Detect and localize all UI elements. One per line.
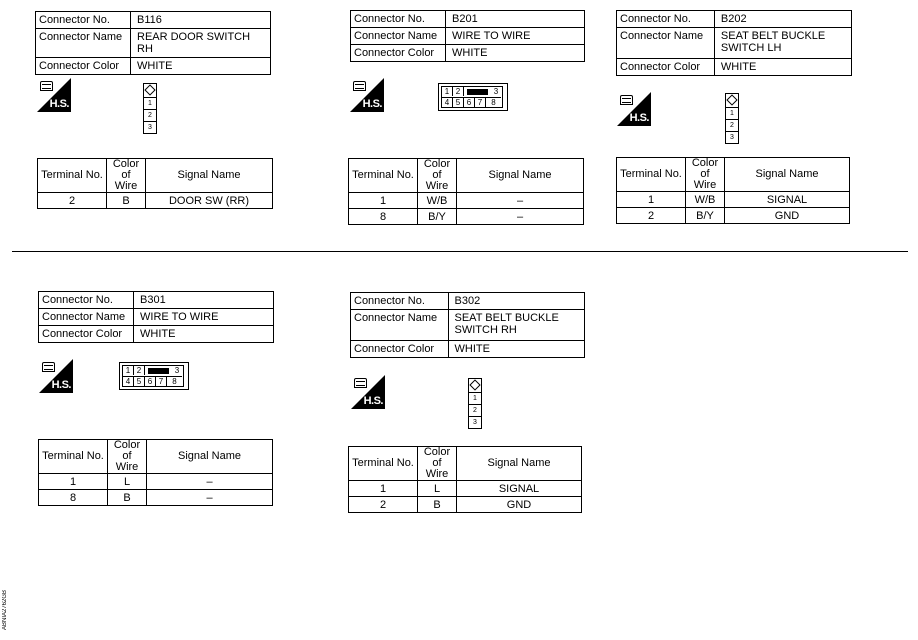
pin: 1: [123, 366, 134, 375]
connector-no: B302: [448, 293, 585, 310]
signal: DOOR SW (RR): [146, 193, 273, 209]
wire: L: [108, 474, 147, 490]
connector-b116: [35, 11, 271, 75]
label-connector-name: Connector Name: [351, 310, 449, 341]
header-terminal-no: Terminal No.: [349, 159, 418, 193]
pin: 4: [123, 376, 134, 386]
harness-side-icon: H.S.: [37, 78, 71, 112]
connector-color: WHITE: [446, 45, 585, 62]
connector-b302: [350, 292, 585, 358]
connector-no: B116: [131, 12, 271, 29]
connector-face-3pin: [725, 93, 739, 144]
wire: L: [418, 481, 457, 497]
signal-table-b301: [38, 439, 273, 506]
header-color-of-wire: Color of Wire: [686, 158, 725, 192]
connector-info-table: [350, 292, 585, 358]
key-icon: [144, 84, 156, 97]
header-signal-name: Signal Name: [147, 440, 273, 474]
signal: –: [147, 490, 273, 506]
pin: 2: [144, 109, 156, 121]
pin: 2: [469, 404, 481, 416]
label-connector-no: Connector No.: [39, 292, 134, 309]
pin: 1: [726, 107, 738, 119]
wire: B: [418, 497, 457, 513]
lock-icon: [148, 368, 169, 374]
pin: 8: [167, 376, 182, 386]
label-connector-color: Connector Color: [39, 326, 134, 343]
connector-info-table: [38, 291, 274, 343]
key-icon: [726, 94, 738, 107]
pin: 6: [464, 97, 475, 107]
signal: –: [147, 474, 273, 490]
connector-b201: [350, 10, 585, 62]
figure-code: ABNIA2762GB: [2, 589, 8, 630]
wire: W/B: [686, 192, 725, 208]
connector-no: B202: [714, 11, 851, 28]
header-terminal-no: Terminal No.: [38, 159, 107, 193]
pin: 3: [174, 366, 180, 375]
connector-name: SEAT BELT BUCKLE SWITCH LH: [714, 28, 851, 59]
pin: 5: [453, 97, 464, 107]
pin: 7: [156, 376, 167, 386]
signal: –: [457, 209, 584, 225]
signal-table-b202: [616, 157, 850, 224]
signal-table-b116: [37, 158, 273, 209]
pin: 3: [493, 87, 499, 96]
signal: SIGNAL: [457, 481, 582, 497]
terminal: 2: [38, 193, 107, 209]
wire: B: [108, 490, 147, 506]
pin: 2: [726, 119, 738, 131]
connector-color: WHITE: [714, 59, 851, 76]
pin: 3: [144, 121, 156, 133]
label-connector-no: Connector No.: [617, 11, 715, 28]
connector-color: WHITE: [131, 58, 271, 75]
pin: 1: [144, 97, 156, 109]
connector-b301: [38, 291, 274, 343]
connector-info-table: [350, 10, 585, 62]
pin: 1: [469, 392, 481, 404]
header-color-of-wire: Color of Wire: [418, 159, 457, 193]
connector-no: B301: [134, 292, 274, 309]
wire: W/B: [418, 193, 457, 209]
header-color-of-wire: Color of Wire: [418, 447, 457, 481]
connector-name: SEAT BELT BUCKLE SWITCH RH: [448, 310, 585, 341]
pin: 5: [134, 376, 145, 386]
terminal: 1: [349, 193, 418, 209]
connector-color: WHITE: [134, 326, 274, 343]
signal: SIGNAL: [725, 192, 850, 208]
section-divider: [12, 251, 908, 252]
signal-table-b302: [348, 446, 582, 513]
header-terminal-no: Terminal No.: [349, 447, 418, 481]
lock-icon: [467, 89, 488, 95]
label-connector-no: Connector No.: [351, 11, 446, 28]
signal-table-b201: [348, 158, 584, 225]
harness-side-icon: H.S.: [617, 92, 651, 126]
terminal: 1: [617, 192, 686, 208]
header-color-of-wire: Color of Wire: [108, 440, 147, 474]
label-connector-color: Connector Color: [351, 341, 449, 358]
pin: 2: [453, 87, 464, 96]
terminal: 8: [349, 209, 418, 225]
label-connector-name: Connector Name: [39, 309, 134, 326]
header-signal-name: Signal Name: [146, 159, 273, 193]
signal: –: [457, 193, 584, 209]
terminal: 1: [349, 481, 418, 497]
pin: 8: [486, 97, 501, 107]
label-connector-color: Connector Color: [36, 58, 131, 75]
connector-name: WIRE TO WIRE: [134, 309, 274, 326]
wire: B: [107, 193, 146, 209]
wire: B/Y: [686, 208, 725, 224]
connector-info-table: [616, 10, 852, 76]
terminal: 1: [39, 474, 108, 490]
pin: 3: [469, 416, 481, 428]
pin: 2: [134, 366, 145, 375]
connector-face-8pin: [119, 362, 189, 390]
connector-name: WIRE TO WIRE: [446, 28, 585, 45]
label-connector-name: Connector Name: [617, 28, 715, 59]
wire: B/Y: [418, 209, 457, 225]
label-connector-color: Connector Color: [617, 59, 715, 76]
pin: 4: [442, 97, 453, 107]
harness-side-icon: H.S.: [351, 375, 385, 409]
connector-no: B201: [446, 11, 585, 28]
label-connector-name: Connector Name: [36, 29, 131, 58]
pin: 3: [726, 131, 738, 143]
connector-b202: [616, 10, 852, 76]
label-connector-no: Connector No.: [36, 12, 131, 29]
terminal: 2: [617, 208, 686, 224]
signal: GND: [725, 208, 850, 224]
connector-name: REAR DOOR SWITCH RH: [131, 29, 271, 58]
header-terminal-no: Terminal No.: [617, 158, 686, 192]
terminal: 8: [39, 490, 108, 506]
connector-info-table: [35, 11, 271, 75]
connector-color: WHITE: [448, 341, 585, 358]
header-signal-name: Signal Name: [457, 447, 582, 481]
label-connector-name: Connector Name: [351, 28, 446, 45]
terminal: 2: [349, 497, 418, 513]
label-connector-color: Connector Color: [351, 45, 446, 62]
key-icon: [469, 379, 481, 392]
header-signal-name: Signal Name: [725, 158, 850, 192]
pin: 1: [442, 87, 453, 96]
pin: 7: [475, 97, 486, 107]
connector-face-3pin: [143, 83, 157, 134]
pin: 6: [145, 376, 156, 386]
harness-side-icon: H.S.: [39, 359, 73, 393]
harness-side-icon: H.S.: [350, 78, 384, 112]
label-connector-no: Connector No.: [351, 293, 449, 310]
connector-face-3pin: [468, 378, 482, 429]
connector-face-8pin: [438, 83, 508, 111]
signal: GND: [457, 497, 582, 513]
header-signal-name: Signal Name: [457, 159, 584, 193]
header-terminal-no: Terminal No.: [39, 440, 108, 474]
header-color-of-wire: Color of Wire: [107, 159, 146, 193]
